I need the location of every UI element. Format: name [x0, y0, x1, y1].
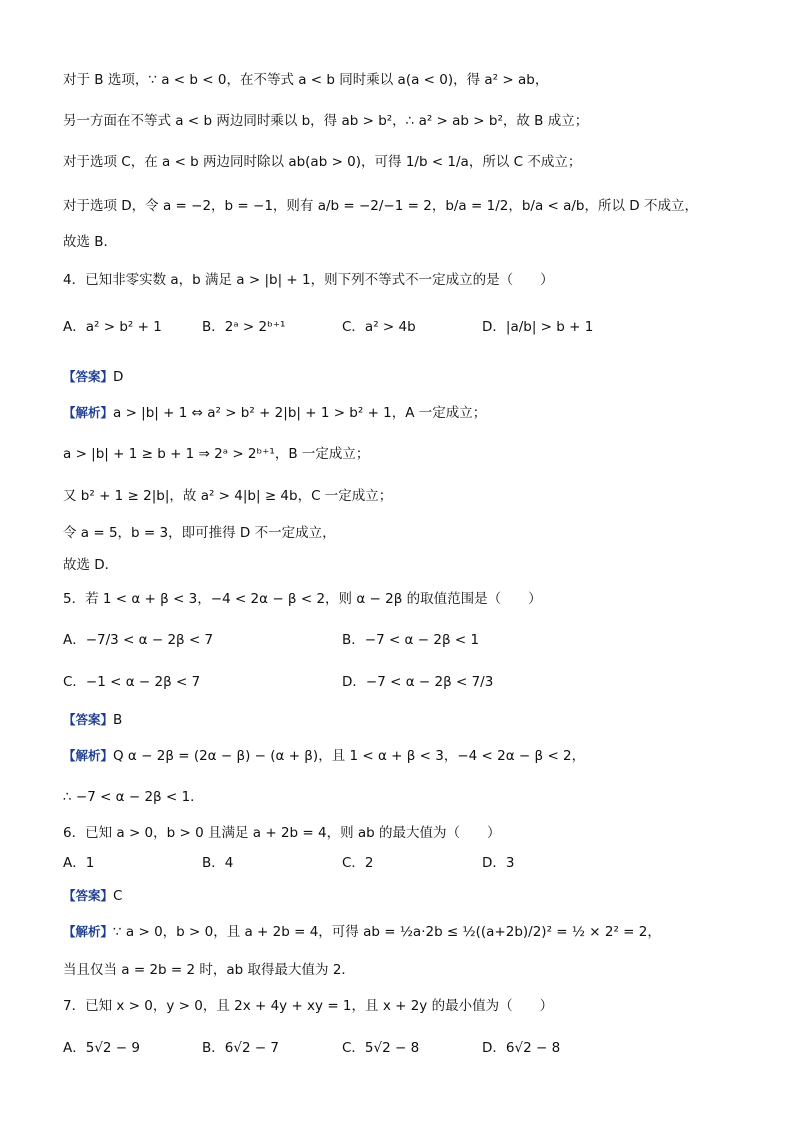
question-6: 6．已知 a > 0，b > 0 且满足 a + 2b = 4，则 ab 的最大值为（ ）	[63, 825, 501, 841]
analysis-tag: 【解析】	[63, 924, 114, 939]
q6-analysis-2: 当且仅当 a = 2b = 2 时，ab 取得最大值为 2．	[63, 962, 355, 978]
q6-option-d: D．3	[482, 855, 515, 871]
q5-analysis-2: ∴ −7 < α − 2β < 1．	[63, 789, 204, 805]
q7-option-c: C．5√2 − 8	[342, 1040, 420, 1056]
q6-option-a: A．1	[63, 855, 95, 871]
q7-option-d: D．6√2 − 8	[482, 1040, 561, 1056]
q6-answer	[63, 886, 122, 906]
question-7: 7．已知 x > 0，y > 0，且 2x + 4y + xy = 1，且 x + 2y 的最小值为（ ）	[63, 998, 554, 1014]
q4-option-b: B．2ᵃ > 2ᵇ⁺¹	[202, 319, 286, 335]
solution-line-b: 对于 B 选项，∵ a < b < 0，在不等式 a < b 同时乘以 a(a < 0)，得 a² > ab，	[63, 72, 549, 88]
question-5: 5．若 1 < α + β < 3，−4 < 2α − β < 2，则 α − 2β 的取值范围是（ ）	[63, 591, 542, 607]
answer-tag: 【答案】	[63, 888, 114, 903]
q4-analysis-3: 又 b² + 1 ≥ 2|b|，故 a² > 4|b| ≥ 4b，C 一定成立；	[63, 488, 393, 504]
q6-option-c: C．2	[342, 855, 374, 871]
q4-answer	[63, 367, 123, 387]
q5-analysis-1	[63, 746, 585, 766]
answer-tag: 【答案】	[63, 712, 114, 727]
q6-option-b: B．4	[202, 855, 234, 871]
q6-analysis-1	[63, 922, 661, 942]
q5-option-b: B．−7 < α − 2β < 1	[342, 632, 480, 648]
solution-line-d: 对于选项 D，令 a = −2，b = −1，则有 a/b = −2/−1 = 2，b/a = 1/2，b/a < a/b，所以 D 不成立，	[63, 198, 698, 214]
analysis-tag: 【解析】	[63, 748, 114, 763]
answer-value: C	[113, 888, 123, 904]
q4-analysis-2: a > |b| + 1 ≥ b + 1 ⇒ 2ᵃ > 2ᵇ⁺¹，B 一定成立；	[63, 446, 370, 462]
answer-value: D	[113, 369, 124, 385]
q5-option-c: C．−1 < α − 2β < 7	[63, 674, 201, 690]
q5-option-a: A．−7/3 < α − 2β < 7	[63, 632, 214, 648]
q4-analysis-1	[63, 403, 486, 423]
answer-value: B	[113, 712, 123, 728]
answer-tag: 【答案】	[63, 369, 114, 384]
analysis-text: Q α − 2β = (2α − β) − (α + β)，且 1 < α + β < 3，−4 < 2α − β < 2，	[113, 748, 586, 764]
q4-option-d: D．|a/b| > b + 1	[482, 319, 594, 335]
analysis-text: ∵ a > 0，b > 0，且 a + 2b = 4，可得 ab = ½a·2b ≤ ½((a+2b)/2)² = ½ × 2² = 2，	[113, 924, 661, 940]
analysis-tag: 【解析】	[63, 405, 114, 420]
q4-conclusion: 故选 D．	[63, 557, 119, 573]
solution-line-b2: 另一方面在不等式 a < b 两边同时乘以 b，得 ab > b²，∴ a² > ab > b²，故 B 成立；	[63, 113, 589, 129]
q5-answer	[63, 710, 122, 730]
q7-option-a: A．5√2 − 9	[63, 1040, 140, 1056]
question-4: 4．已知非零实数 a，b 满足 a > |b| + 1，则下列不等式不一定成立的是（ ）	[63, 272, 554, 288]
q4-option-c: C．a² > 4b	[342, 319, 416, 335]
conclusion-line: 故选 B．	[63, 234, 118, 250]
solution-line-c: 对于选项 C，在 a < b 两边同时除以 ab(ab > 0)，可得 1/b < 1/a，所以 C 不成立；	[63, 154, 582, 170]
analysis-text: a > |b| + 1 ⇔ a² > b² + 2|b| + 1 > b² + 1，A 一定成立；	[113, 405, 487, 421]
q4-analysis-4: 令 a = 5，b = 3，即可推得 D 不一定成立，	[63, 525, 336, 541]
q7-option-b: B．6√2 − 7	[202, 1040, 280, 1056]
q4-option-a: A．a² > b² + 1	[63, 319, 162, 335]
q5-option-d: D．−7 < α − 2β < 7/3	[342, 674, 494, 690]
